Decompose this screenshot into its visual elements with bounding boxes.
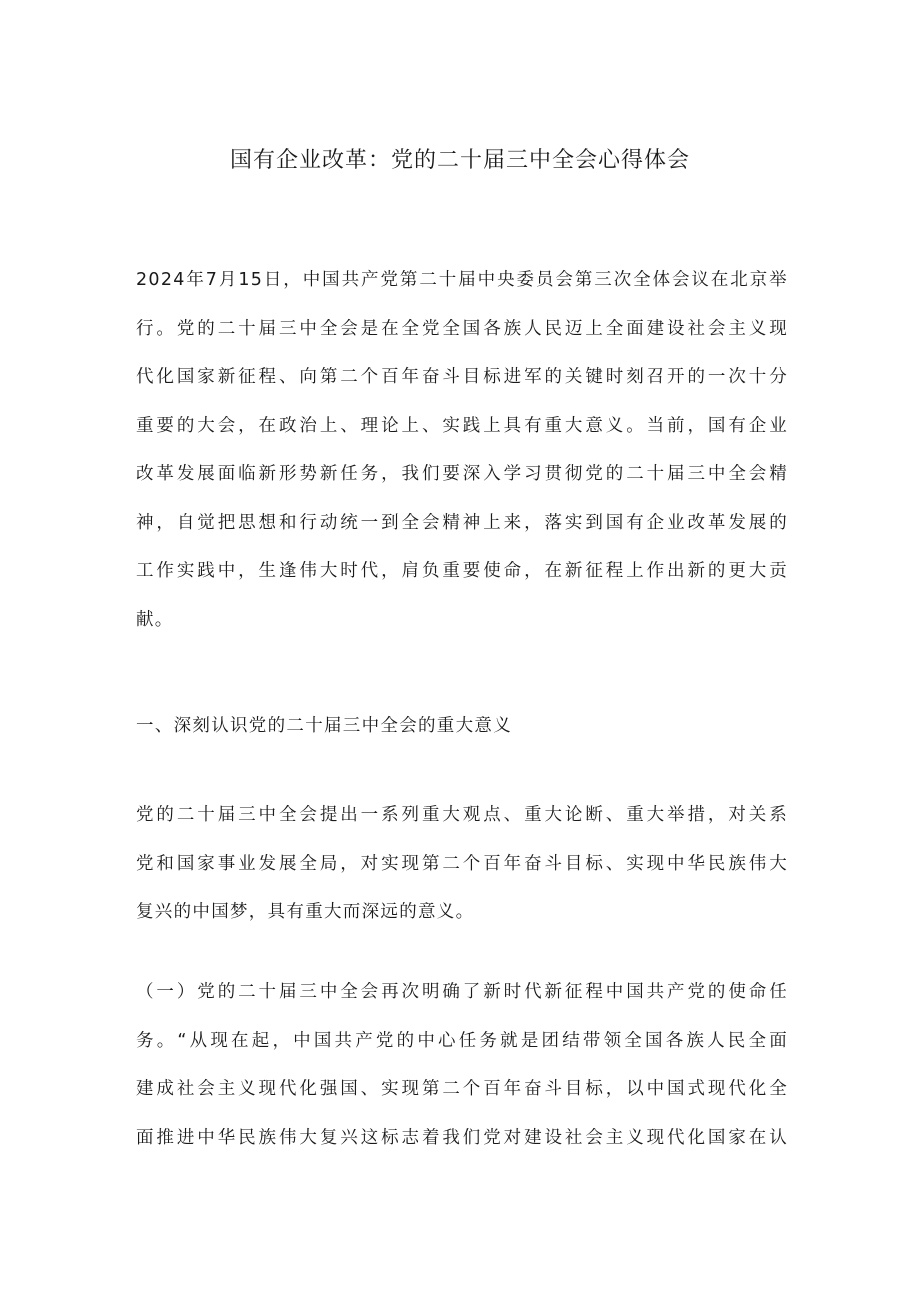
section-paragraph (136, 791, 788, 937)
section-heading-text: 一、深刻认识党的二十届三中全会的重大意义 (136, 716, 512, 736)
paragraph-line: 献。 (136, 609, 174, 630)
paragraph-line: 面推进中华民族伟大复兴这标志着我们党对建设社会主义现代化国家在认 (136, 1127, 788, 1148)
paragraph-line: 工作实践中，生逢伟大时代，肩负重要使命，在新征程上作出新的更大贡 (136, 561, 788, 581)
paragraph-line: 2024年7月15日，中国共产党第二十届中央委员会第三次全体会议在北京举 (136, 270, 788, 290)
paragraph-line: 重要的大会，在政治上、理论上、实践上具有重大意义。当前，国有企业 (136, 415, 788, 436)
paragraph-line: 务。“从现在起，中国共产党的中心任务就是团结带领全国各族人民全面 (136, 1030, 788, 1051)
paragraph-line: 复兴的中国梦，具有重大而深远的意义。 (136, 902, 475, 922)
document-title: 国有企业改革：党的二十届三中全会心得体会 (229, 148, 690, 173)
paragraph-line: 改革发展面临新形势新任务，我们要深入学习贯彻党的二十届三中全会精 (136, 464, 788, 484)
paragraph-line: 神，自觉把思想和行动统一到全会精神上来，落实到国有企业改革发展的 (136, 512, 788, 533)
paragraph-line: 行。党的二十届三中全会是在全党全国各族人民迈上全面建设社会主义现 (136, 318, 788, 339)
paragraph-line: 党的二十届三中全会提出一系列重大观点、重大论断、重大举措，对关系 (136, 805, 788, 825)
paragraph-line: 建成社会主义现代化强国、实现第二个百年奋斗目标，以中国式现代化全 (136, 1079, 788, 1099)
paragraph-line: 党和国家事业发展全局，对实现第二个百年奋斗目标、实现中华民族伟大 (136, 853, 788, 874)
paragraph-line: （一）党的二十届三中全会再次明确了新时代新征程中国共产党的使命任 (136, 982, 788, 1002)
intro-paragraph (136, 256, 788, 644)
subsection-paragraph (136, 968, 788, 1162)
paragraph-line: 代化国家新征程、向第二个百年奋斗目标进军的关键时刻召开的一次十分 (136, 367, 788, 387)
section-heading (136, 702, 788, 751)
